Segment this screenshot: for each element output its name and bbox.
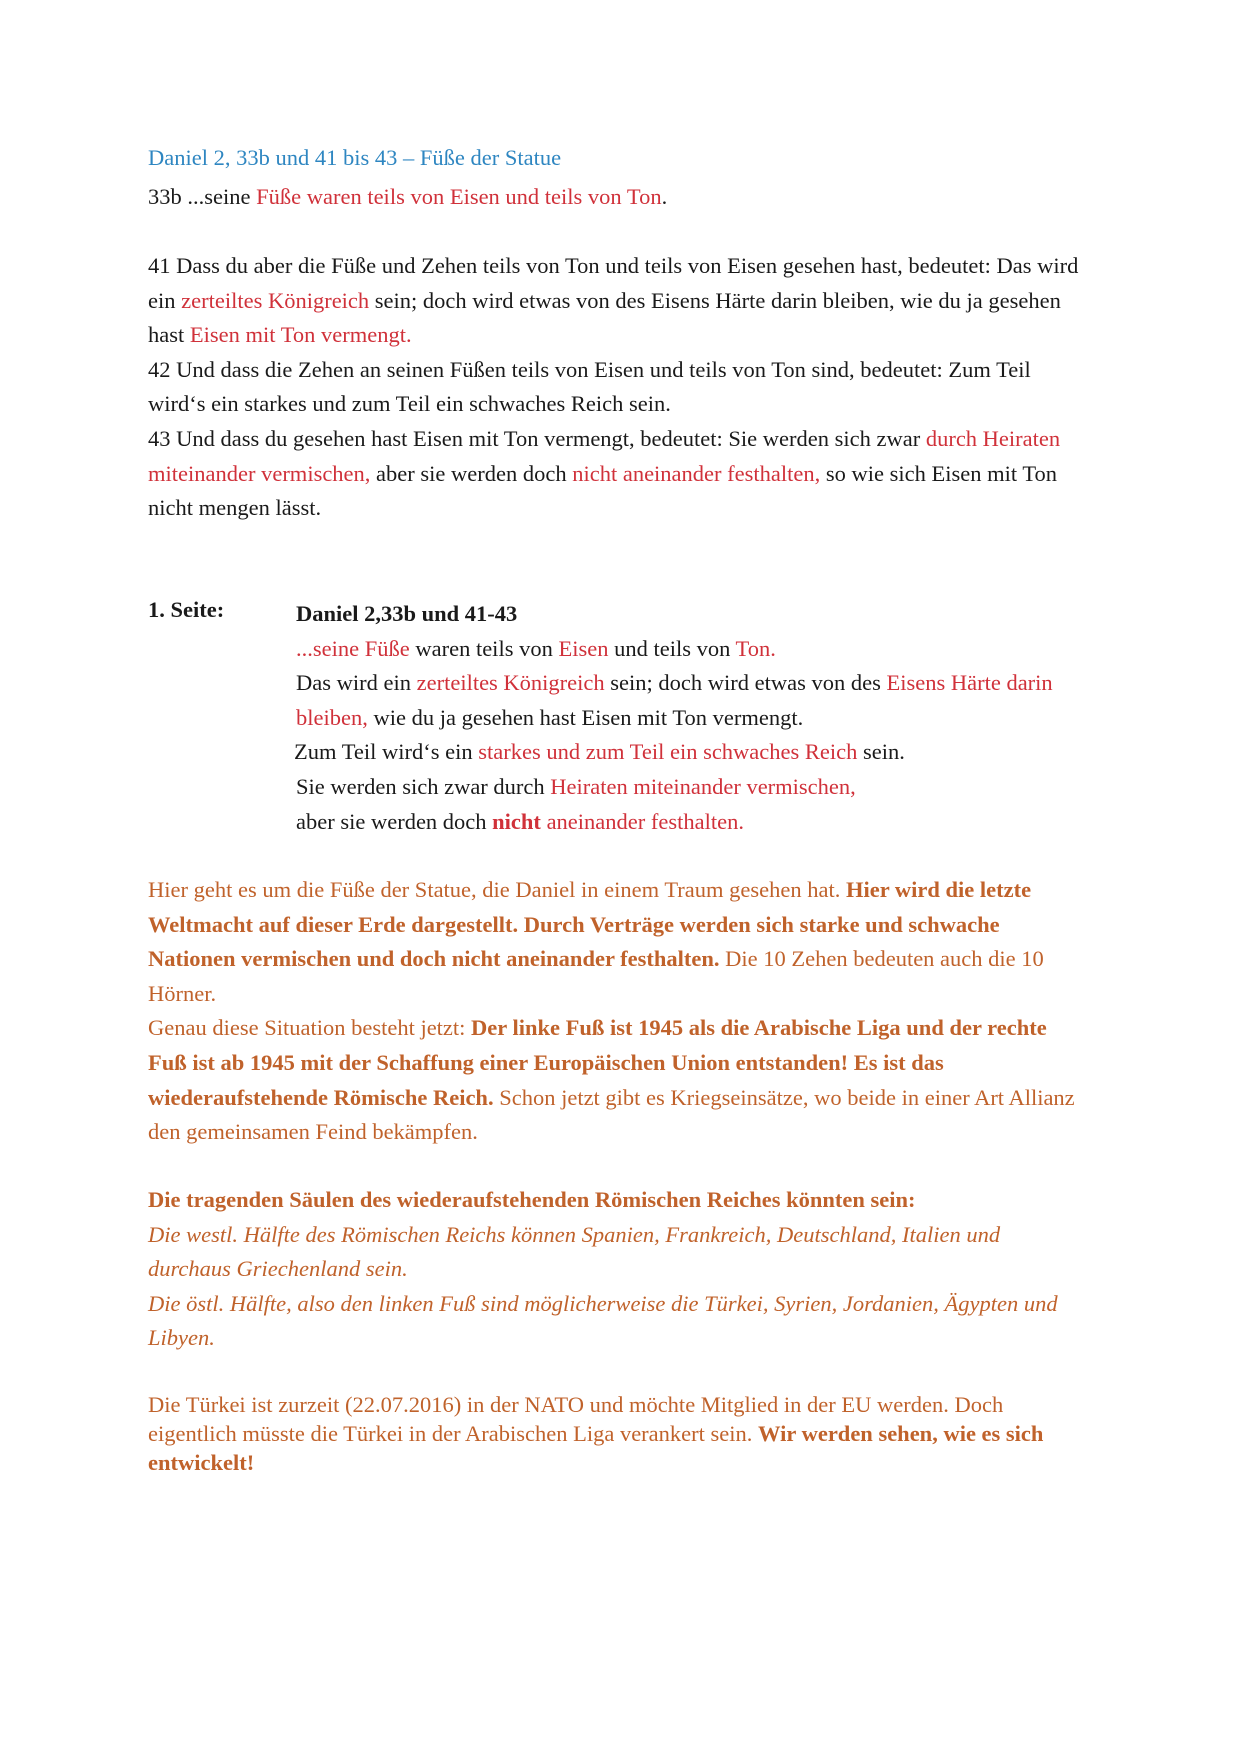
summary-text: aber sie werden doch [296, 808, 493, 834]
commentary-bold: Nationen vermischen und doch nicht aneinander festhalten. [148, 946, 720, 972]
turkey-text: eigentlich müsste die Türkei in der Arabischen Liga verankert sein. [148, 1421, 759, 1446]
summary-text: Zum Teil wird‘s ein [294, 739, 479, 765]
verse-text: sein; doch wird etwas von des Eisens Härte darin bleiben, wie du ja gesehen [369, 287, 1061, 313]
turkey-bold: entwickelt! [148, 1450, 255, 1475]
highlight-text: Ton. [735, 635, 776, 661]
pillars-text: Die östl. Hälfte, also den linken Fuß sind möglicherweise die Türkei, Syrien, Jordanien, Ägypten und [148, 1290, 1058, 1316]
verse-42-line-1: 42 Und dass die Zehen an seinen Füßen teils von Eisen und teils von Ton sind, bedeutet: Zum Teil [148, 356, 1031, 382]
commentary-text: Hörner. [148, 980, 217, 1006]
verses-41-43 [148, 249, 1188, 526]
summary-text: wie du ja gesehen hast Eisen mit Ton vermengt. [367, 704, 804, 730]
pillars-title: Die tragenden Säulen des wiederaufstehenden Römischen Reiches könnten sein: [148, 1187, 916, 1212]
commentary-text: Genau diese Situation besteht jetzt: [148, 1015, 472, 1041]
pillars-text: durchaus Griechenland sein. [148, 1256, 408, 1282]
verse-text: 33b ...seine [148, 184, 257, 209]
highlight-text: bleiben, [296, 704, 368, 730]
highlight-text: Eisens Härte darin [886, 670, 1053, 696]
pillars-text: Die westl. Hälfte des Römischen Reichs können Spanien, Frankreich, Deutschland, Italien und [148, 1221, 1001, 1247]
turkey-text: Die Türkei ist zurzeit (22.07.2016) in der NATO und möchte Mitglied in der EU werden. Doch [148, 1392, 1004, 1417]
turkey-note [148, 1390, 1188, 1477]
highlight-text: aneinander festhalten. [540, 808, 744, 834]
seite-title: Daniel 2,33b und 41-43 [296, 601, 518, 626]
verse-text: . [661, 184, 668, 209]
seite-summary [296, 597, 1196, 839]
summary-text: Das wird ein [296, 670, 417, 696]
commentary-text: den gemeinsamen Feind bekämpfen. [148, 1119, 478, 1145]
summary-text: und teils von [608, 635, 736, 661]
seite-label: 1. Seite: [148, 597, 225, 622]
commentary-text: Die 10 Zehen bedeuten auch die 10 [719, 946, 1044, 972]
section-heading: Daniel 2, 33b und 41 bis 43 – Füße der Statue [148, 145, 562, 170]
highlight-text: Eisen [558, 635, 609, 661]
highlight-text: nicht aneinander festhalten, [572, 460, 821, 486]
verse-text: ein [148, 287, 182, 313]
pillars-text: Libyen. [148, 1325, 215, 1351]
verse-text: aber sie werden doch [370, 460, 573, 486]
pillars-section [148, 1183, 1188, 1356]
highlight-text: Füße waren teils von Eisen und teils von Ton [256, 184, 662, 209]
commentary-bold: wiederaufstehende Römische Reich. [148, 1084, 494, 1110]
verse-text: hast [148, 322, 190, 348]
verse-43-line-3: nicht mengen lässt. [148, 495, 322, 521]
verse-text: so wie sich Eisen mit Ton [820, 460, 1057, 486]
emphasis-text: nicht [492, 808, 541, 834]
verse-text: 43 Und dass du gesehen hast Eisen mit Ton vermengt, bedeutet: Sie werden sich zwar [148, 425, 926, 451]
highlight-text: zerteiltes Königreich [181, 287, 370, 313]
verse-41-line-1: 41 Dass du aber die Füße und Zehen teils von Ton und teils von Eisen gesehen hast, bedeutet: Das wird [148, 253, 1079, 278]
summary-text: sein. [857, 739, 905, 765]
summary-text: waren teils von [409, 635, 559, 661]
highlight-text: Eisen mit Ton vermengt. [189, 322, 412, 348]
verse-42-line-2: wird‘s ein starkes und zum Teil ein schwaches Reich sein. [148, 391, 671, 417]
verse-33b [148, 180, 1188, 215]
highlight-text: starkes und zum Teil ein schwaches Reich [478, 739, 858, 765]
summary-text: Sie werden sich zwar durch [296, 773, 551, 799]
commentary-text: Schon jetzt gibt es Kriegseinsätze, wo beide in einer Art Allianz [493, 1084, 1075, 1110]
highlight-text: miteinander vermischen, [148, 460, 371, 486]
highlight-text: ...seine Füße [296, 635, 410, 661]
commentary-bold: Fuß ist ab 1945 mit der Schaffung einer Europäischen Union entstanden! Es ist das [148, 1049, 944, 1075]
summary-text: sein; doch wird etwas von des [604, 670, 887, 696]
highlight-text: durch Heiraten [925, 425, 1061, 451]
highlight-text: Heiraten miteinander vermischen, [550, 773, 856, 799]
commentary-bold: Weltmacht auf dieser Erde dargestellt. Durch Verträge werden sich starke und schwache [148, 911, 1000, 937]
commentary-bold: Hier wird die letzte [845, 877, 1032, 902]
highlight-text: zerteiltes Königreich [416, 670, 605, 696]
commentary [148, 873, 1188, 1150]
commentary-text: Hier geht es um die Füße der Statue, die Daniel in einem Traum gesehen hat. [148, 877, 846, 902]
commentary-bold: Der linke Fuß ist 1945 als die Arabische Liga und der rechte [471, 1015, 1047, 1041]
turkey-bold: Wir werden sehen, wie es sich [758, 1421, 1044, 1446]
